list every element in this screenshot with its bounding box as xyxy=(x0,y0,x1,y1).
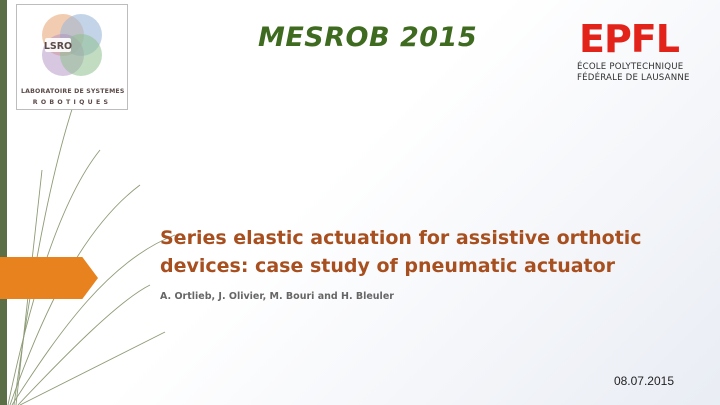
lsro-logo xyxy=(16,4,128,110)
title-line-1: Series elastic actuation for assistive orthotic xyxy=(160,227,642,249)
epfl-line2: FÉDÉRALE DE LAUSANNE xyxy=(577,73,690,83)
lsro-acronym: LSRO xyxy=(43,41,73,52)
epfl-logo-text: EPFL xyxy=(579,18,679,58)
conference-name: MESROB 2015 xyxy=(258,22,478,53)
authors: A. Ortlieb, J. Olivier, M. Bouri and H. Bleuler xyxy=(160,291,394,302)
lsro-line1: LABORATOIRE DE SYSTEMES xyxy=(21,88,125,95)
epfl-logo xyxy=(577,18,687,58)
epfl-logo-icon xyxy=(577,18,687,58)
epfl-line1: ÉCOLE POLYTECHNIQUE xyxy=(577,62,684,72)
orange-accent-tab xyxy=(0,257,98,299)
lsro-line2: ROBOTIQUES xyxy=(32,99,112,106)
slide-title xyxy=(160,224,705,280)
title-line-2: devices: case study of pneumatic actuator xyxy=(160,255,616,277)
presentation-date: 08.07.2015 xyxy=(613,374,674,388)
